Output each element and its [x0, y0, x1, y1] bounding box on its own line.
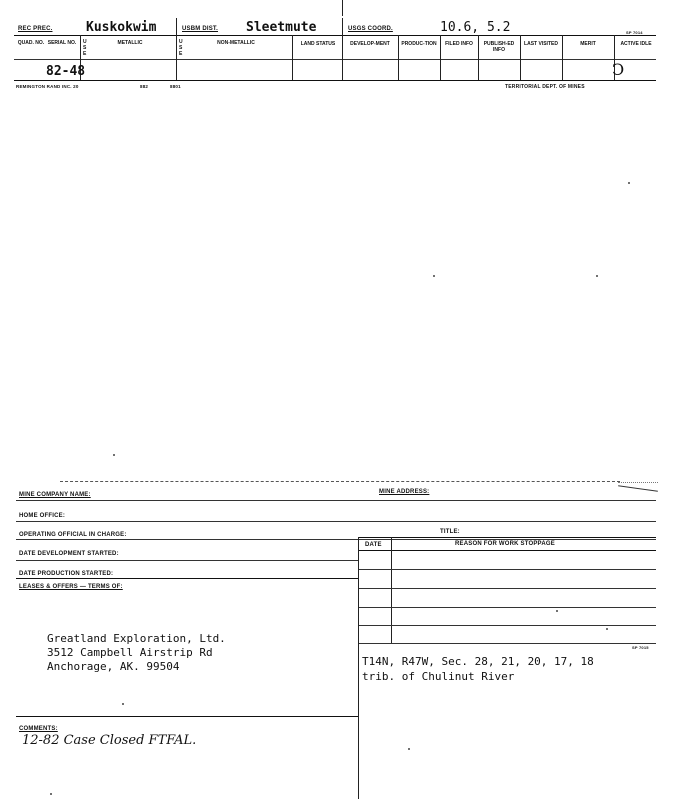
bottom-form-code: SP 7015: [632, 645, 649, 650]
col-use-nonmetallic: [179, 39, 183, 57]
speck: [596, 275, 598, 277]
stoppage-date-sep: [391, 537, 392, 643]
lessee-line-2: 3512 Campbell Airstrip Rd: [47, 646, 213, 659]
hdr-sep-2: [342, 18, 343, 35]
col-quad-no: QUAD. NO.: [17, 40, 45, 46]
operating-official-label: OPERATING OFFICIAL IN CHARGE:: [19, 532, 127, 538]
usgs-coord-label: USGS COORD.: [348, 26, 393, 32]
date-development-label: DATE DEVELOPMENT STARTED:: [19, 551, 119, 557]
use-letter: U: [83, 39, 87, 45]
col-line-7: [478, 35, 479, 80]
top-rule-2: [14, 59, 656, 60]
bottom-top-edge: [60, 481, 620, 482]
home-office-label: HOME OFFICE:: [19, 513, 66, 519]
top-form-code: SP 7014: [626, 30, 643, 35]
top-rule-3: [14, 80, 656, 81]
col-line-6: [440, 35, 441, 80]
comments-value: 12-82 Case Closed FTFAL.: [22, 733, 197, 748]
col-line-5: [398, 35, 399, 80]
col-nonmetallic: NON-METALLIC: [217, 40, 255, 46]
leases-label: LEASES & OFFERS — TERMS OF:: [19, 584, 123, 590]
col-active-idle: ACTIVE IDLE: [620, 41, 652, 47]
printer-code-2: 8801: [170, 84, 181, 89]
col-land-status: LAND STATUS: [300, 41, 336, 47]
date-col-label: DATE: [365, 542, 382, 548]
stoppage-head-rule: [358, 550, 656, 551]
location-line-2: trib. of Chulinut River: [362, 670, 515, 683]
usgm-dist-label: USBM DIST.: [182, 26, 219, 32]
stoppage-row-4: [358, 625, 656, 626]
col-filed-info: FILED INFO: [445, 41, 473, 47]
line-comments: [16, 716, 358, 717]
col-use-metallic: [83, 39, 87, 57]
department-label: TERRITORIAL DEPT. OF MINES: [505, 84, 585, 90]
speck: [556, 610, 558, 612]
mine-company-name-label: MINE COMPANY NAME:: [19, 492, 91, 498]
stoppage-row-2: [358, 588, 656, 589]
line-date-dev: [16, 560, 358, 561]
speck: [113, 454, 115, 456]
location-line-1: T14N, R47W, Sec. 28, 21, 20, 17, 18: [362, 655, 594, 668]
use-letter: E: [83, 51, 87, 57]
line-date-prod: [16, 578, 358, 579]
usgs-coord-value: 10.6, 5.2: [440, 20, 511, 35]
col-line-9: [562, 35, 563, 80]
top-rule-1: [14, 35, 656, 36]
stoppage-row-5: [358, 643, 656, 644]
col-line-2: [176, 35, 177, 80]
date-production-label: DATE PRODUCTION STARTED:: [19, 571, 114, 577]
line-operating: [16, 539, 656, 540]
speck: [628, 182, 630, 184]
rec-prec-value: Kuskokwim: [86, 20, 157, 35]
col-published-info: PUBLISH-ED INFO: [483, 41, 515, 53]
speck: [122, 703, 124, 705]
use-letter: U: [179, 39, 183, 45]
printer-label: REMINGTON RAND INC. 20: [16, 84, 79, 89]
speck: [50, 793, 52, 795]
col-development: DEVELOP-MENT: [350, 41, 390, 47]
bottom-top-edge-right: [618, 482, 658, 483]
lessee-line-3: Anchorage, AK. 99504: [47, 660, 180, 673]
speck: [408, 748, 410, 750]
title-label: TITLE:: [440, 529, 460, 535]
col-last-visited: LAST VISITED: [524, 41, 558, 47]
stoppage-top: [358, 537, 656, 538]
col-metallic: METALLIC: [117, 40, 143, 46]
rec-prec-label: REC PREC.: [18, 26, 53, 32]
speck: [433, 275, 435, 277]
col-merit: MERIT: [580, 41, 596, 47]
speck: [606, 628, 608, 630]
bottom-top-edge-curve: [618, 485, 658, 492]
reason-col-label: REASON FOR WORK STOPPAGE: [455, 541, 555, 547]
line-home-office: [16, 521, 656, 522]
center-tick: [342, 0, 343, 16]
bottom-center-divider: [358, 537, 359, 799]
col-line-4: [342, 35, 343, 80]
usgm-dist-value: Sleetmute: [246, 20, 317, 35]
active-mark: Ↄ: [612, 60, 625, 79]
col-line-3: [292, 35, 293, 80]
col-production: PRODUC-TION: [401, 41, 437, 47]
use-letter: S: [83, 45, 87, 51]
stoppage-row-1: [358, 569, 656, 570]
comments-label: COMMENTS:: [19, 726, 58, 732]
col-serial-no: SERIAL NO.: [47, 40, 77, 46]
use-letter: S: [179, 45, 183, 51]
col-line-8: [520, 35, 521, 80]
stoppage-row-3: [358, 607, 656, 608]
lessee-line-1: Greatland Exploration, Ltd.: [47, 632, 226, 645]
hdr-sep-1: [176, 18, 177, 35]
line-company: [16, 500, 656, 501]
mine-address-label: MINE ADDRESS:: [379, 489, 430, 495]
serial-value: 82-48: [46, 64, 86, 79]
use-letter: E: [179, 51, 183, 57]
printer-code-1: 882: [140, 84, 149, 89]
